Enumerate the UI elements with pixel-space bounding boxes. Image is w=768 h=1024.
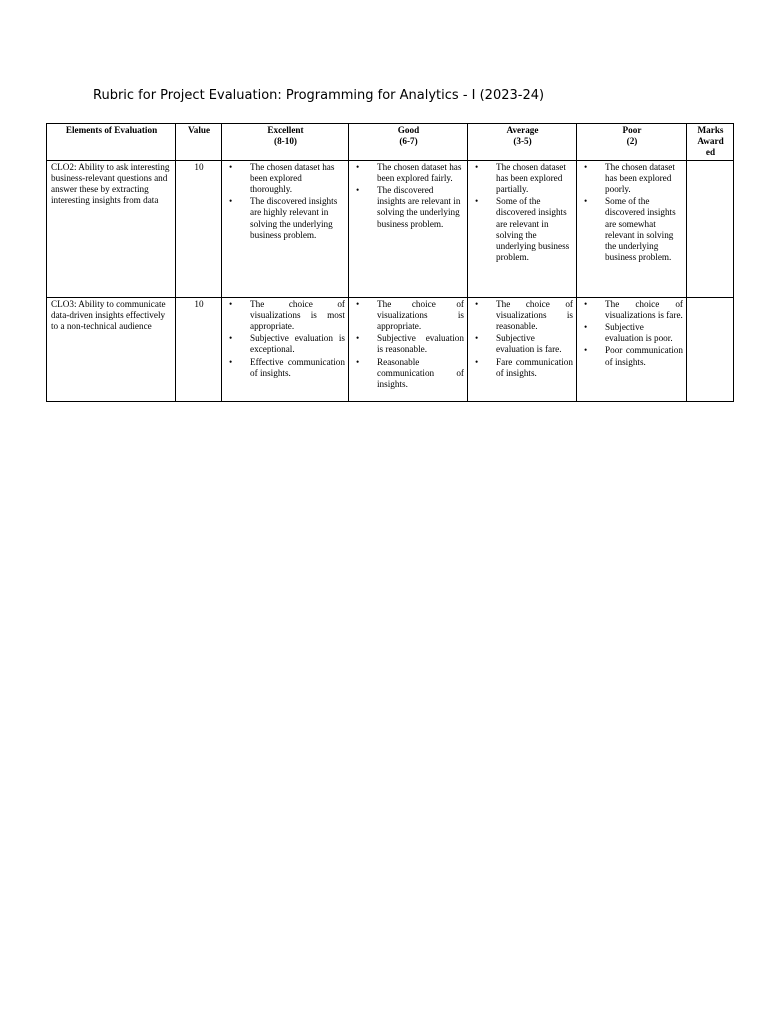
header-good-label: Good <box>397 125 420 135</box>
criterion-item: • Subjective evaluation is reasonable. <box>353 333 464 355</box>
header-excellent-label: Excellent <box>267 125 304 135</box>
header-excellent <box>222 124 349 161</box>
criterion-item: • Subjective evaluation is exceptional. <box>226 333 345 355</box>
criterion-item: • The discovered insights are highly relevant in solving the underlying business problem. <box>226 196 345 241</box>
value-cell: 10 <box>176 160 222 297</box>
header-elements-label: Elements of Evaluation <box>65 125 158 135</box>
header-poor-label: Poor <box>622 125 642 135</box>
header-average-range: (3-5) <box>513 136 532 147</box>
table-row <box>47 297 734 401</box>
excellent-cell <box>222 160 349 297</box>
header-excellent-range: (8-10) <box>274 136 297 147</box>
good-cell <box>349 160 468 297</box>
average-cell <box>468 297 577 401</box>
average-cell <box>468 160 577 297</box>
criterion-item: • The chosen dataset has been explored partially. <box>472 162 573 196</box>
good-cell <box>349 297 468 401</box>
criterion-item: • The chosen dataset has been explored poorly. <box>581 162 683 196</box>
criterion-item: • The discovered insights are relevant in solving the underlying business problem. <box>353 185 464 230</box>
rubric-table <box>46 123 734 402</box>
excellent-cell <box>222 297 349 401</box>
criterion-item: • The choice of visualizations is reasonable. <box>472 299 573 333</box>
page-title: Rubric for Project Evaluation: Programming for Analytics - I (2023-24) <box>93 88 545 103</box>
header-row <box>47 124 734 161</box>
element-cell: CLO2: Ability to ask interesting business-relevant questions and answer these by extracting interesting insights from data <box>47 160 176 297</box>
criterion-item: • Effective communication of insights. <box>226 357 345 379</box>
criterion-item: • Poor communication of insights. <box>581 345 683 367</box>
criterion-item: • Some of the discovered insights are relevant in solving the underlying business problem. <box>472 196 573 263</box>
marks-awarded-cell[interactable] <box>687 297 734 401</box>
header-value-label: Value <box>187 125 211 135</box>
element-cell: CLO3: Ability to communicate data-driven insights effectively to a non-technical audience <box>47 297 176 401</box>
header-marks-line-2: Award <box>697 136 724 147</box>
header-marks-awarded <box>687 124 734 161</box>
header-marks-line-1: Marks <box>697 125 724 135</box>
poor-cell <box>577 160 687 297</box>
header-average-label: Average <box>506 125 539 135</box>
poor-cell <box>577 297 687 401</box>
criterion-item: • The choice of visualizations is appropriate. <box>353 299 464 333</box>
criterion-item: • Some of the discovered insights are somewhat relevant in solving the underlying business problem. <box>581 196 683 263</box>
header-good <box>349 124 468 161</box>
header-poor-range: (2) <box>626 136 638 147</box>
value-cell: 10 <box>176 297 222 401</box>
marks-awarded-cell[interactable] <box>687 160 734 297</box>
header-elements <box>47 124 176 161</box>
table-row <box>47 160 734 297</box>
header-value <box>176 124 222 161</box>
criterion-item: • Subjective evaluation is poor. <box>581 322 683 344</box>
header-average <box>468 124 577 161</box>
header-poor <box>577 124 687 161</box>
criterion-item: • Reasonable communication of insights. <box>353 357 464 391</box>
criterion-item: • Fare communication of insights. <box>472 357 573 379</box>
criterion-item: • Subjective evaluation is fare. <box>472 333 573 355</box>
criterion-item: • The chosen dataset has been explored thoroughly. <box>226 162 345 196</box>
criterion-item: • The choice of visualizations is most appropriate. <box>226 299 345 333</box>
header-good-range: (6-7) <box>399 136 418 147</box>
criterion-item: • The choice of visualizations is fare. <box>581 299 683 321</box>
criterion-item: • The chosen dataset has been explored fairly. <box>353 162 464 184</box>
header-marks-line-3: ed <box>705 147 716 158</box>
